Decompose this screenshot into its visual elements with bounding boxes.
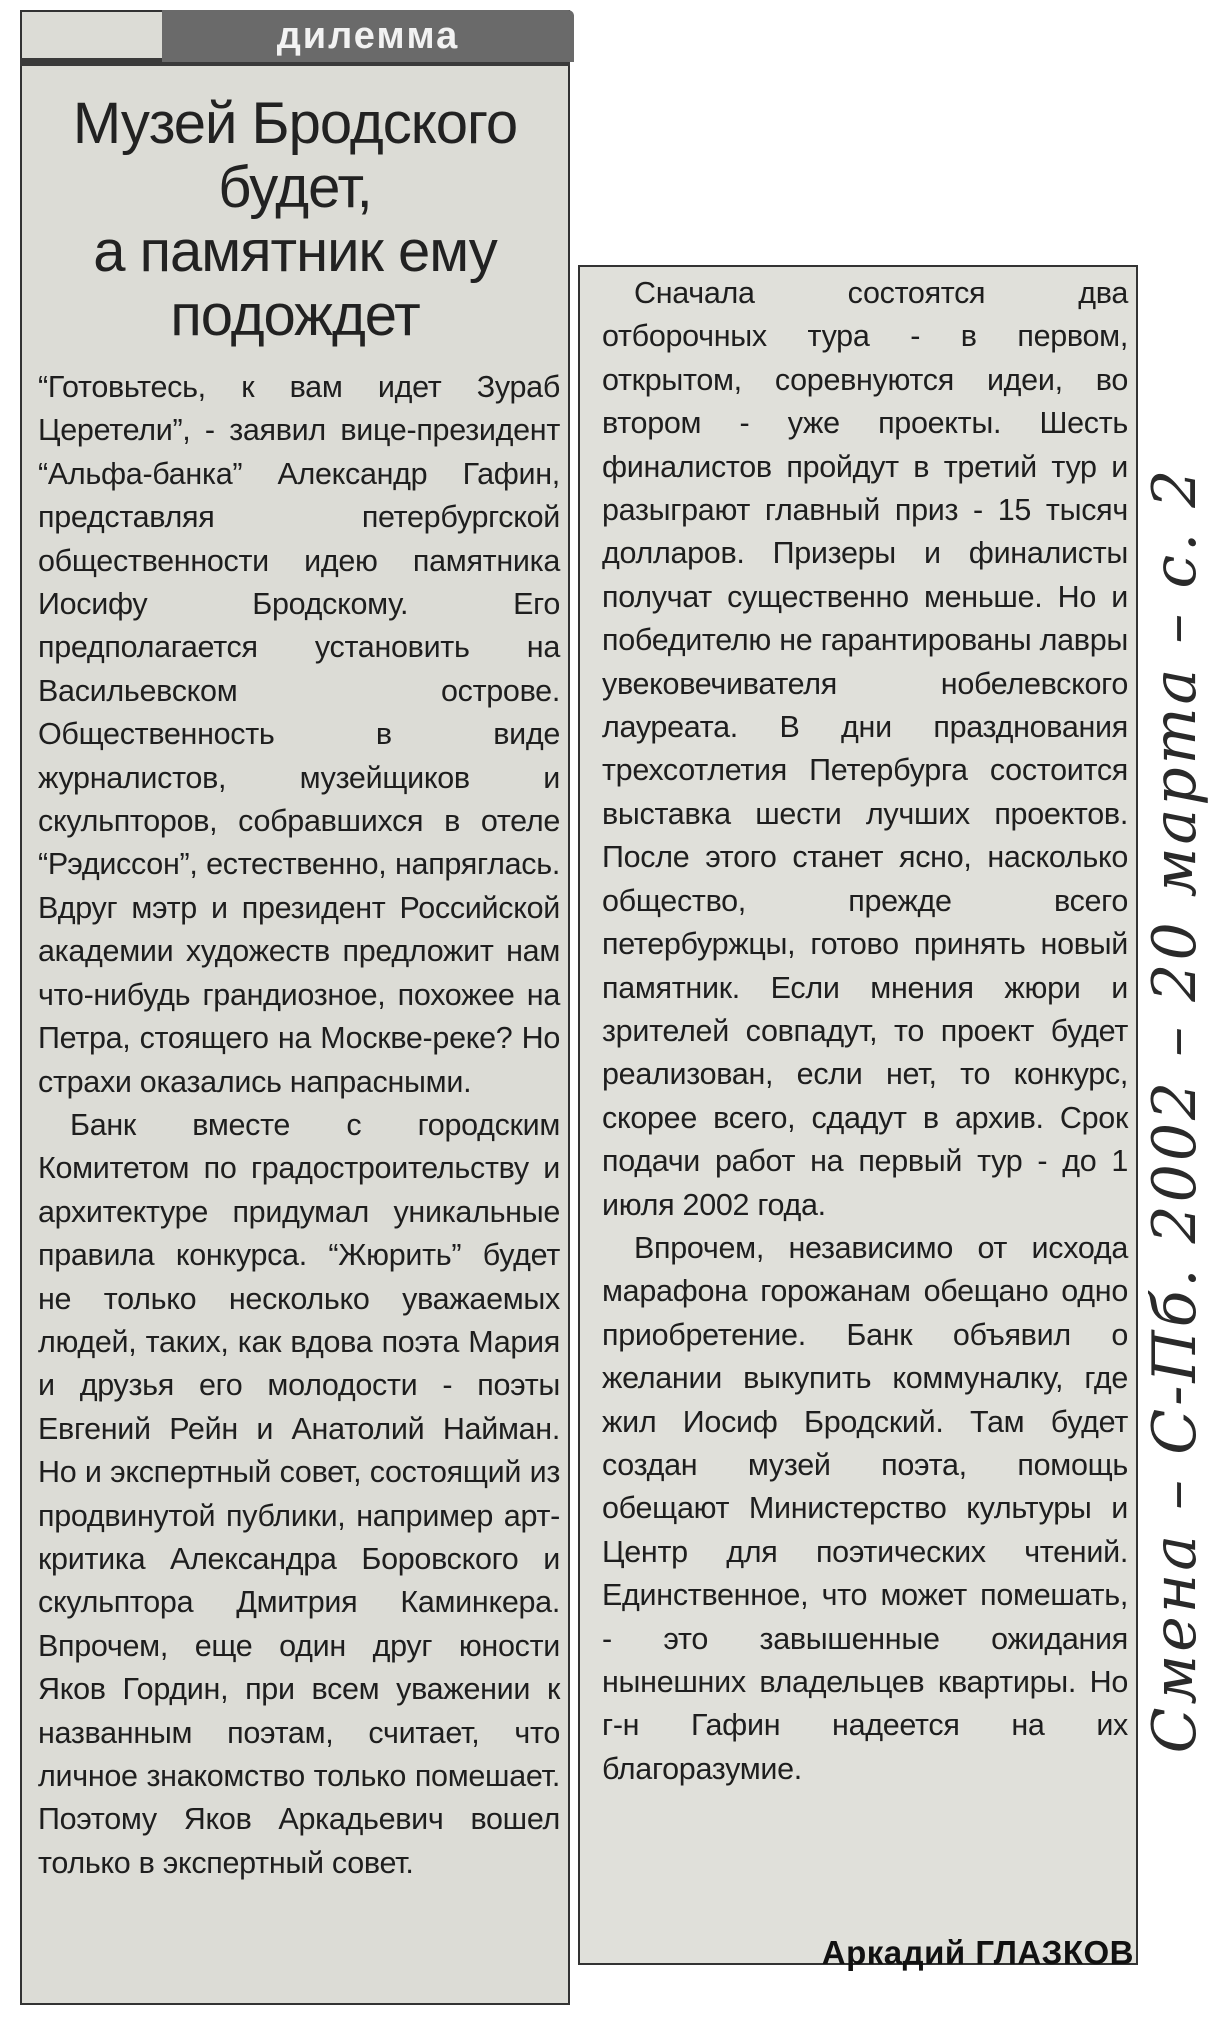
paragraph: “Готовьтесь, к вам идет Зураб Церетели”, - заявил вице-президент “Альфа-банка” Александр Гафин, представляя петербургской общественности идею памятника Иосифу Бродскому. Его предполагается установить на Васильевском острове. Общественность в виде журналистов, музейщиков и скульпторов, собравшихся в отеле “Рэдиссон”, естественно, напряглась. Вдруг мэтр и президент Российской академии художеств предложит нам что-нибудь грандиозное, похожее на Петра, стоящего на Москве-реке? Но страхи оказались напрасными. <box>38 370 560 1099</box>
rubric-label: дилемма <box>162 10 574 62</box>
headline-line-2: будет, <box>218 155 372 220</box>
author-byline: Аркадий ГЛАЗКОВ <box>821 1934 1134 1971</box>
article-headline <box>40 92 550 348</box>
headline-line-1: Музей Бродского <box>72 91 518 156</box>
paragraph: Сначала состоятся два отборочных тура - в первом, открытом, соревнуются идеи, во втором - уже проекты. Шесть финалистов пройдут в третий тур и разыграют главный приз - 15 тысяч долларов. Призеры и финалисты получат существенно меньше. Но и победителю не гарантированы лавры увековечивателя нобелевского лауреата. В дни празднования трехсотлетия Петербурга состоится выставка шести лучших проектов. После этого станет ясно, насколько общество, прежде всего петербуржцы, готово принять новый памятник. Если мнения жюри и зрителей совпадут, то проект будет реализован, если нет, то конкурс, скорее всего, сдадут в архив. Срок подачи работ на первый тур - до 1 июля 2002 года. <box>602 276 1128 1222</box>
paragraph: Банк вместе с городским Комитетом по градостроительству и архитектуре придумал уникальные правила конкурса. “Жюрить” будет не только несколько уважаемых людей, таких, как вдова поэта Мария и друзья его молодости - поэты Евгений Рейн и Анатолий Найман. Но и экспертный совет, состоящий из продвинутой публики, например арт-критика Александра Боровского и скульптора Дмитрия Каминкера. Впрочем, еще один друг юности Яков Гордин, при всем уважении к названным поэтам, считает, что личное знакомство только помешает. Поэтому Яков Аркадьевич вошел только в экспертный совет. <box>38 1107 560 1880</box>
paragraph: Впрочем, независимо от исхода марафона горожанам обещано одно приобретение. Банк объявил о желании выкупить коммуналку, где жил Иосиф Бродский. Там будет создан музей поэта, помощь обещают Министерство культуры и Центр для поэтических чтений. Единственное, что может помешать, - это завышенные ожидания нынешних владельцев квартиры. Но г-н Гафин надеется на их благоразумие. <box>602 1230 1128 1786</box>
handwritten-source-note: Смена – С-Пб. 2002 – 20 марта – с. 2 <box>1140 466 1210 1754</box>
headline-line-3: а памятник ему <box>93 219 497 284</box>
article-column-left <box>38 366 560 1885</box>
article-column-right <box>602 272 1128 1791</box>
headline-line-4: подождет <box>170 283 420 348</box>
